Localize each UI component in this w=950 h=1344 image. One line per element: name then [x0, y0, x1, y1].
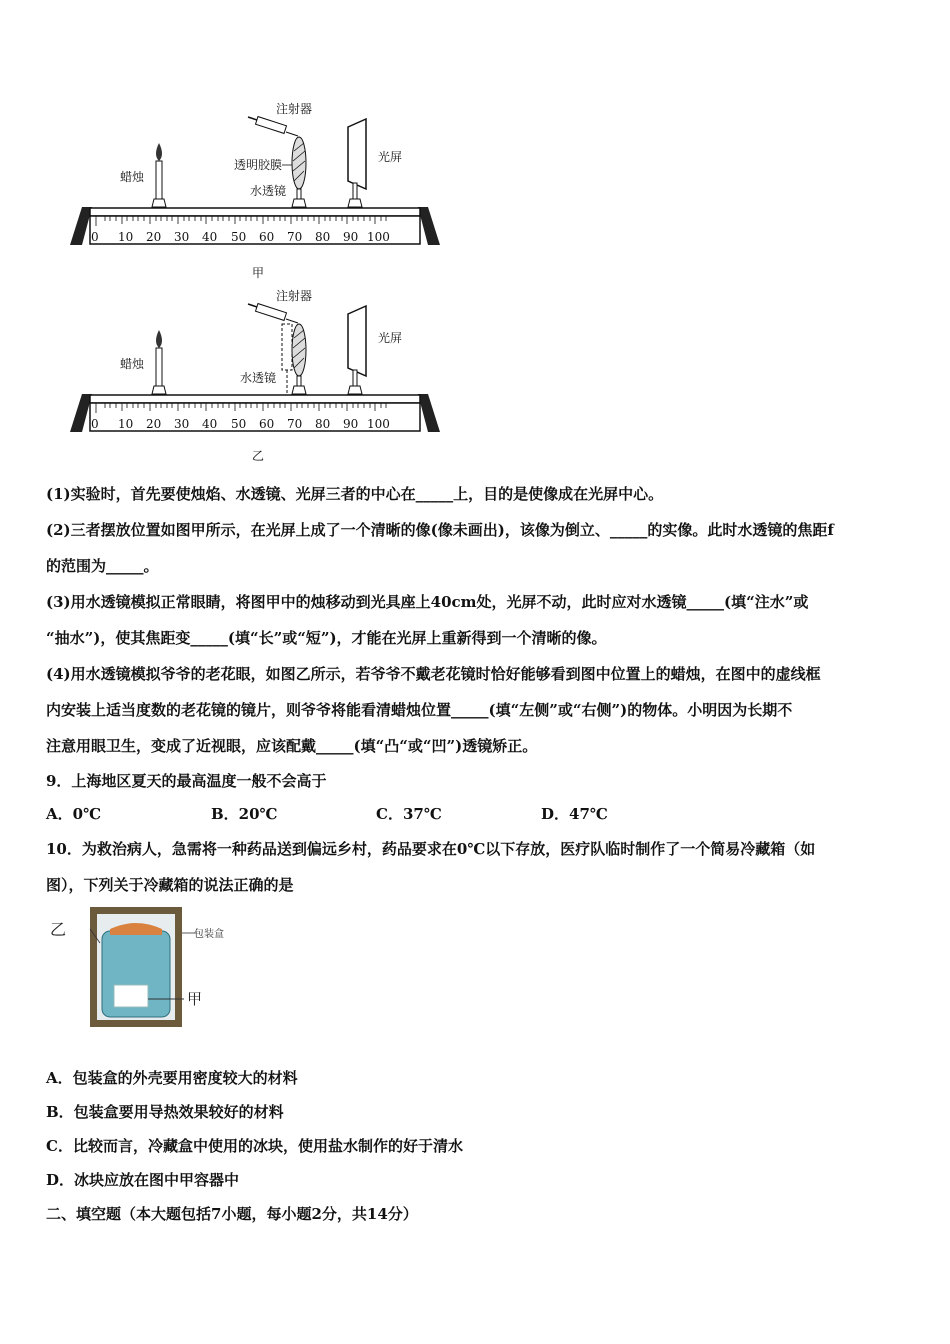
scale-tick-label: 80: [315, 417, 331, 431]
syringe-label: 注射器: [276, 289, 313, 303]
q8-part2-line1: (2)三者摆放位置如图甲所示，在光屏上成了一个清晰的像(像未画出)，该像为倒立、_____的实像。此时水透镜的焦距f: [46, 521, 834, 539]
label-box: 包装盒: [194, 929, 224, 940]
q9-option-c[interactable]: C．37℃: [376, 805, 442, 823]
scale-tick-label: 0: [91, 230, 99, 244]
container-jia: [114, 985, 148, 1007]
scale-tick-label: 10: [118, 417, 134, 431]
scale-tick-label: 100: [367, 230, 390, 244]
membrane-label: 透明胶膜: [234, 158, 283, 172]
scale-tick-label: 30: [174, 417, 190, 431]
scale-tick-label: 70: [287, 417, 303, 431]
bench-leg-left: [70, 394, 92, 432]
optical-bench-rail: [90, 395, 420, 403]
candle-label: 蜡烛: [120, 170, 145, 184]
q8-part4-line2: 内安装上适当度数的老花镜的镜片，则爷爷将能看清蜡烛位置_____(填“左侧”或“右侧”)的物体。小明因为长期不: [46, 701, 793, 719]
section-2-title: 二、填空题（本大题包括7小题，每小题2分，共14分）: [46, 1205, 418, 1223]
scale-tick-label: 20: [146, 417, 162, 431]
scale-tick-label: 50: [231, 417, 247, 431]
q8-part3-line2: “抽水”)，使其焦距变_____(填“长”或“短”)，才能在光屏上重新得到一个清晰的像。: [46, 629, 607, 647]
scale-tick-label: 0: [91, 417, 99, 431]
figure-jia: [60, 95, 460, 285]
water-lens: [292, 324, 306, 394]
q8-part4-line3: 注意用眼卫生，变成了近视眼，应该配戴_____(填“凸“或“凹”)透镜矫正。: [46, 737, 538, 755]
screen-label: 光屏: [378, 331, 403, 345]
scale-tick-label: 100: [367, 417, 390, 431]
scale-tick-label: 30: [174, 230, 190, 244]
scale-tick-label: 70: [287, 230, 303, 244]
cooler-box-figure: [44, 903, 244, 1033]
scale-tick-label: 10: [118, 230, 134, 244]
figure-caption-jia: 甲: [252, 266, 265, 280]
q9-stem: 9．上海地区夏天的最高温度一般不会高于: [46, 772, 327, 790]
scale-tick-label: 90: [343, 230, 359, 244]
bench-leg-left: [70, 207, 92, 245]
figure-caption-yi: 乙: [252, 449, 265, 463]
q10-stem-line1: 10．为救治病人，急需将一种药品送到偏远乡村，药品要求在0℃以下存放，医疗队临时制作了一个简易冷藏箱（如: [46, 840, 816, 858]
water-lens: [292, 137, 306, 207]
q8-part4-line1: (4)用水透镜模拟爷爷的老花眼，如图乙所示，若爷爷不戴老花镜时恰好能够看到图中位置上的蜡烛，在图中的虚线框: [46, 665, 821, 683]
scale-tick-label: 60: [259, 230, 275, 244]
q10-option-d[interactable]: D．冰块应放在图中甲容器中: [46, 1171, 240, 1189]
q8-part2-line2: 的范围为_____。: [46, 557, 159, 575]
scale-tick-label: 20: [146, 230, 162, 244]
light-screen: [348, 306, 366, 394]
syringe-label: 注射器: [276, 102, 313, 116]
q10-option-c[interactable]: C．比较而言，冷藏盒中使用的冰块，使用盐水制作的好于清水: [46, 1137, 463, 1155]
scale-tick-label: 50: [231, 230, 247, 244]
dashed-lens-frame: [282, 324, 292, 370]
scale-tick-label: 40: [202, 417, 218, 431]
q10-stem-line2: 图），下列关于冷藏箱的说法正确的是: [46, 876, 294, 894]
syringe: [248, 117, 298, 136]
scale-tick-label: 60: [259, 417, 275, 431]
scale-tick-label: 80: [315, 230, 331, 244]
syringe: [248, 304, 298, 323]
q9-option-a[interactable]: A．0℃: [46, 805, 102, 823]
screen-label: 光屏: [378, 150, 403, 164]
candle: [152, 330, 166, 394]
light-screen: [348, 119, 366, 207]
q9-option-b[interactable]: B．20℃: [211, 805, 278, 823]
optical-bench-rail: [90, 208, 420, 216]
scale-tick-label: 90: [343, 417, 359, 431]
q9-options: [46, 803, 746, 823]
figure-yi: [60, 282, 460, 467]
q8-part3-line1: (3)用水透镜模拟正常眼睛，将图甲中的烛移动到光具座上40cm处，光屏不动，此时应对水透镜_____(填“注水”或: [46, 593, 809, 611]
bench-leg-right: [418, 207, 440, 245]
q10-option-a[interactable]: A．包装盒的外壳要用密度较大的材料: [46, 1069, 298, 1087]
scale-tick-label: 40: [202, 230, 218, 244]
q10-option-b[interactable]: B．包装盒要用导热效果较好的材料: [46, 1103, 284, 1121]
candle: [152, 143, 166, 207]
q9-option-d[interactable]: D．47℃: [541, 805, 608, 823]
water-lens-label: 水透镜: [240, 371, 277, 385]
label-jia: 甲: [187, 990, 203, 1008]
bench-leg-right: [418, 394, 440, 432]
q8-part1: (1)实验时，首先要使烛焰、水透镜、光屏三者的中心在_____上，目的是使像成在光屏中心。: [46, 485, 664, 503]
label-yi: 乙: [50, 920, 67, 939]
candle-label: 蜡烛: [120, 357, 145, 371]
water-lens-label: 水透镜: [250, 184, 287, 198]
